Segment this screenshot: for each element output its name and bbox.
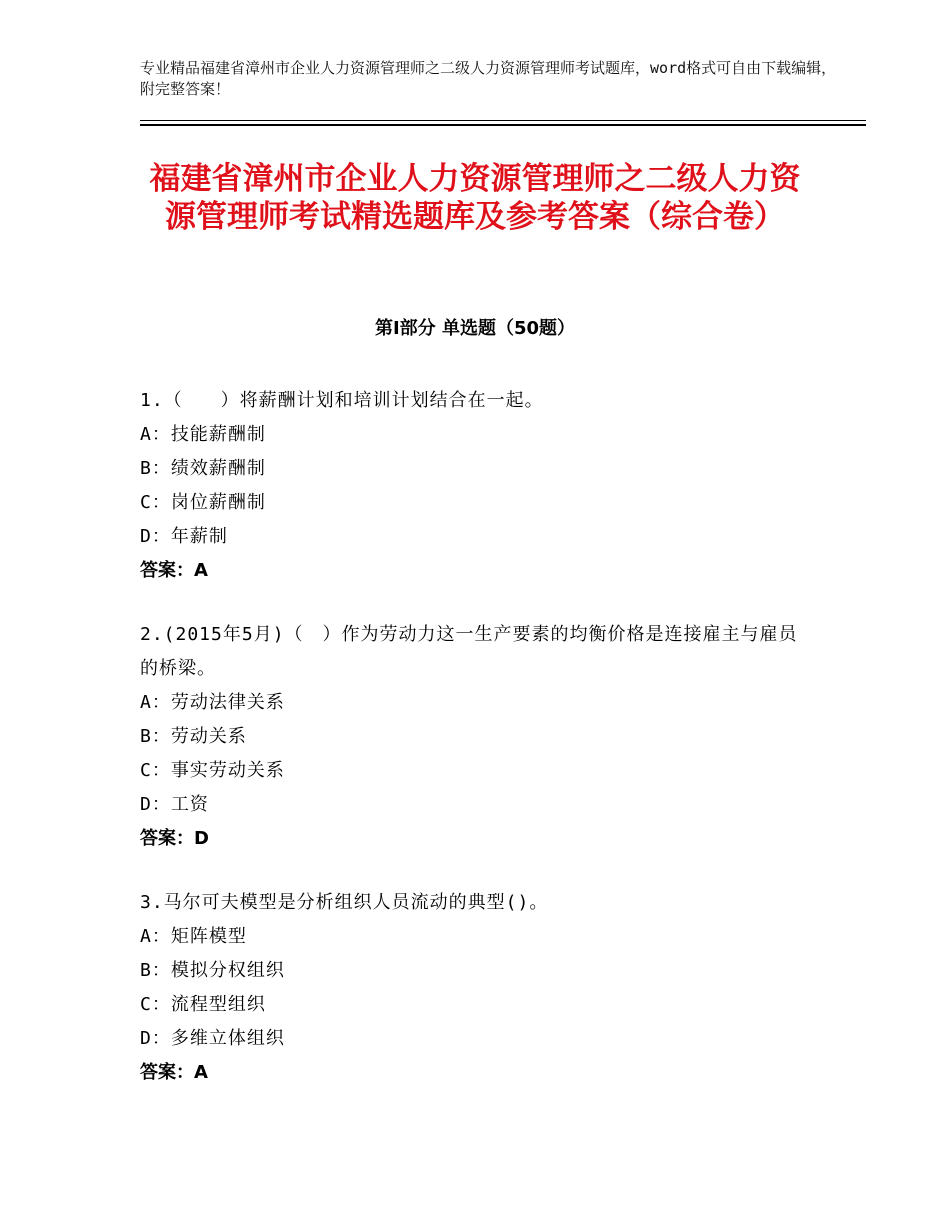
answer-value: A (194, 560, 208, 581)
option-b: B：绩效薪酬制 (140, 458, 266, 479)
option-d: D：多维立体组织 (140, 1028, 285, 1049)
header-rule-thick (140, 124, 866, 126)
answer-value: D (194, 828, 209, 849)
question-2 (140, 618, 810, 856)
answer-value: A (194, 1062, 208, 1083)
option-d: D：工资 (140, 794, 209, 815)
header-note: 专业精品福建省漳州市企业人力资源管理师之二级人力资源管理师考试题库，word格式可自由下载编辑，附完整答案！ (140, 59, 837, 98)
option-c: C：岗位薪酬制 (140, 492, 266, 513)
question-3 (140, 886, 810, 1090)
question-stem: 1.（ ）将薪酬计划和培训计划结合在一起。 (140, 390, 544, 411)
question-stem: 3.马尔可夫模型是分析组织人员流动的典型()。 (140, 892, 549, 913)
option-a: A：劳动法律关系 (140, 692, 285, 713)
question-stem: 2.(2015年5月)（ ）作为劳动力这一生产要素的均衡价格是连接雇主与雇员的桥梁。 (140, 624, 798, 679)
option-b: B：劳动关系 (140, 726, 247, 747)
option-b: B：模拟分权组织 (140, 960, 285, 981)
question-1 (140, 384, 810, 588)
document-title: 福建省漳州市企业人力资源管理师之二级人力资源管理师考试精选题库及参考答案（综合卷） (149, 161, 801, 235)
answer-line (140, 822, 810, 856)
answer-label: 答案： (140, 560, 194, 581)
section-title: 第Ⅰ部分 单选题（50题） (374, 318, 575, 339)
answer-line (140, 554, 810, 588)
header-rule-thin (140, 120, 866, 121)
option-d: D：年薪制 (140, 526, 228, 547)
answer-label: 答案： (140, 828, 194, 849)
answer-label: 答案： (140, 1062, 194, 1083)
answer-line (140, 1056, 810, 1090)
option-a: A：技能薪酬制 (140, 424, 266, 445)
option-c: C：流程型组织 (140, 994, 266, 1015)
option-c: C：事实劳动关系 (140, 760, 285, 781)
option-a: A：矩阵模型 (140, 926, 247, 947)
question-list (140, 384, 810, 1120)
